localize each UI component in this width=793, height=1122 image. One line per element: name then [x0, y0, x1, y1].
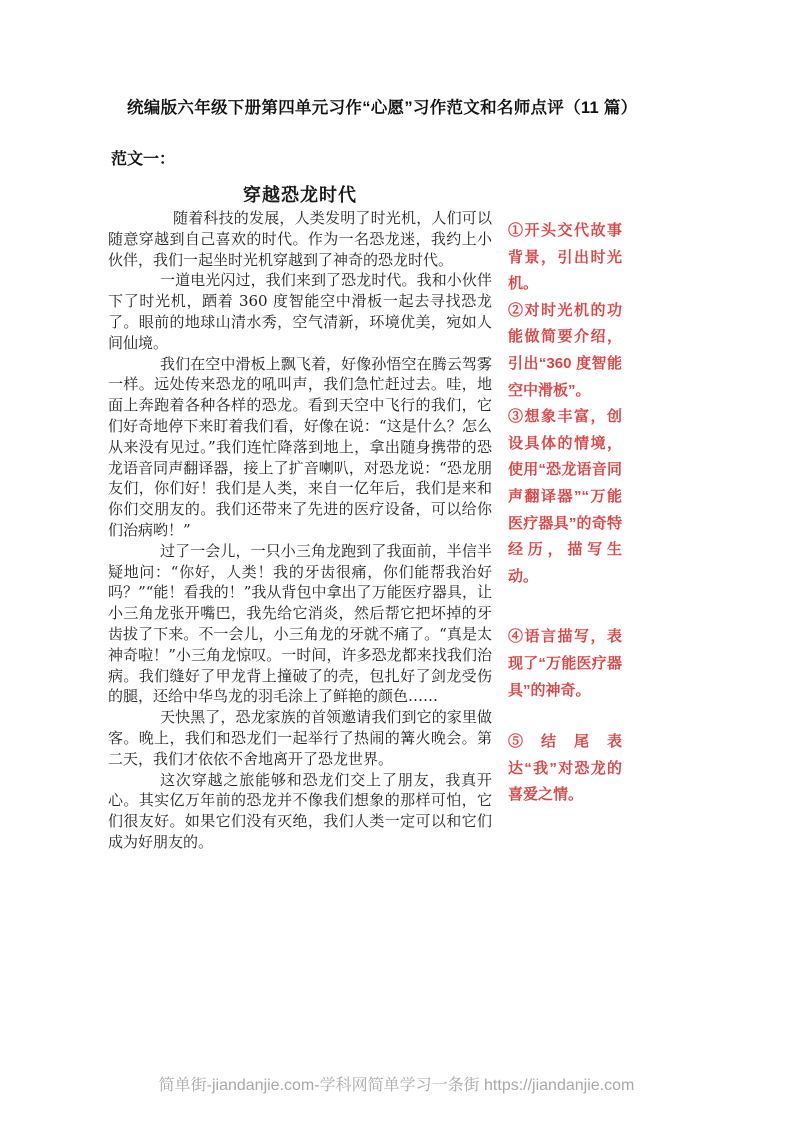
document-title: 统编版六年级下册第四单元习作“心愿”习作范文和名师点评（11 篇）	[127, 99, 638, 117]
essay-body	[108, 208, 492, 853]
essay-paragraph-3: 我们在空中滑板上飘飞着，好像孙悟空在腾云驾雾一样。远处传来恐龙的吼叫声，我们急忙赶过去。哇，地面上奔跑着各种各样的恐龙。看到天空中飞行的我们，它们好奇地停下来盯着我们看，好像在说：“这是什么？怎么从来没有见过。”我们连忙降落到地上，拿出随身携带的恐龙语音同声翻译器，接上了扩音喇叭，对恐龙说：“恐龙朋友们，你们好！我们是人类，来自一亿年后，我们是来和你们交朋友的。我们还带来了先进的医疗设备，可以给你们治病哟！”	[108, 354, 492, 539]
annotation-1: ①开头交代故事背景，引出时光机。	[508, 222, 622, 293]
essay-paragraph-2: 一道电光闪过，我们来到了恐龙时代。我和小伙伴下了时光机，跴着 360 度智能空中滑板一起去寻找恐龙了。眼前的地球山清水秀，空气清新，环境优美，宛如人间仙境。	[108, 271, 492, 352]
essay-paragraph-1: 随着科技的发展，人类发明了时光机，人们可以随意穿越到自己喜欢的时代。作为一名恐龙迷，我约上小伙伴，我们一起坐时光机穿越到了神奇的恐龙时代。	[108, 209, 492, 269]
essay-title: 穿越恐龙时代	[243, 185, 357, 206]
section-label: 范文一：	[111, 151, 176, 168]
teacher-annotations	[508, 218, 622, 809]
annotation-4: ④语言描写，表现了“万能医疗器具”的神奇。	[508, 628, 622, 699]
annotation-3: ③想象丰富，创设具体的情境，使用“恐龙语音同声翻译器”“万能医疗器具”的奇特经历，描写生动。	[508, 408, 622, 585]
essay-paragraph-4: 过了一会儿，一只小三角龙跑到了我面前，半信半疑地问：“你好，人类！我的牙齿很痛，你们能帮我治好吗？”“能！看我的！”我从背包中拿出了万能医疗器具，让小三角龙张开嘴巴，我先给它消炎，然后帮它把坏掉的牙齿拔了下来。不一会儿，小三角龙的牙就不痛了。“真是太神奇啦！”小三角龙惊叹。一时间，许多恐龙都来找我们治病。我们缝好了甲龙背上撞破了的壳，包扎好了剑龙受伤的腿，还给中华鸟龙的羽毛涂上了鲜艳的颜色……	[108, 541, 492, 706]
footer-watermark: 简单街-jiandanjie.com-学科网简单学习一条街 https://jiandanjie.com	[158, 1077, 635, 1094]
annotation-5: ⑤结尾表达“我”对恐龙的喜爱之情。	[508, 733, 622, 804]
essay-paragraph-5: 天快黑了，恐龙家族的首领邀请我们到它的家里做客。晚上，我们和恐龙们一起举行了热闹的篝火晚会。第二天，我们才依依不舍地离开了恐龙世界。	[108, 708, 492, 768]
essay-paragraph-6: 这次穿越之旅能够和恐龙们交上了朋友，我真开心。其实亿万年前的恐龙并不像我们想象的那样可怕，它们很友好。如果它们没有灭绝，我们人类一定可以和它们成为好朋友的。	[108, 770, 492, 851]
annotation-2: ②对时光机的功能做简要介绍，引出“360 度智能空中滑板”。	[508, 301, 622, 399]
